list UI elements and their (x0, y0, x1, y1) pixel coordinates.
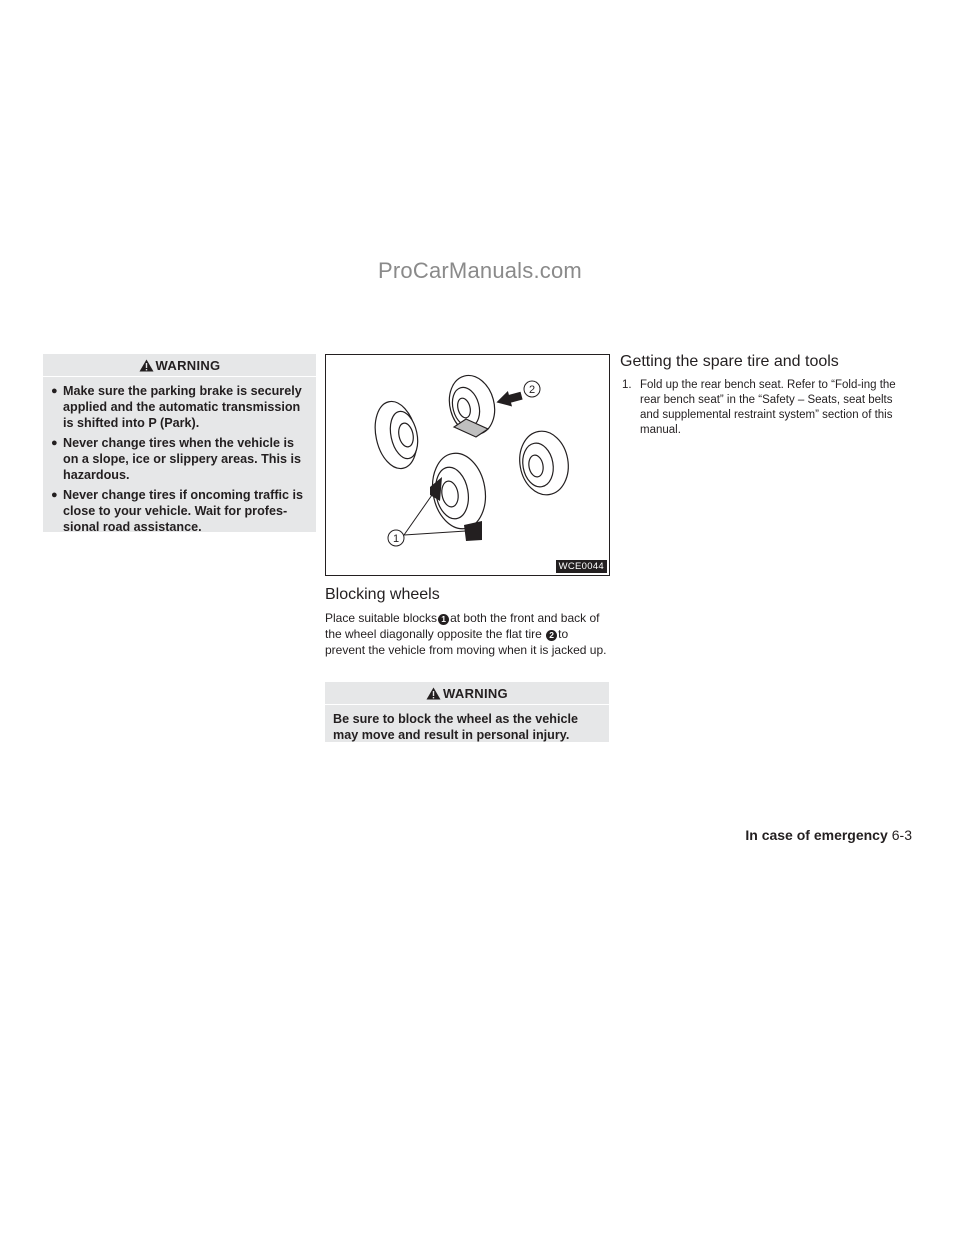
callout-ref-1: 1 (438, 614, 449, 625)
warning-header (325, 682, 609, 705)
warning-text: Be sure to block the wheel as the vehicle may move and result in personal injury. (333, 712, 578, 742)
tire-front-right-icon (515, 427, 573, 498)
warning-title: WARNING (155, 357, 221, 373)
page-number: 6-3 (891, 827, 912, 843)
spare-steps (622, 378, 904, 438)
warning-bullet: ● Make sure the parking brake is securely applied and the automatic transmission is shifted into P (Park). (51, 384, 302, 430)
callout-2: 2 (528, 384, 536, 396)
bullet-icon: ● (51, 437, 58, 449)
wheel-blocking-figure (325, 354, 610, 576)
wheels-illustration (326, 355, 609, 575)
callout-1: 1 (392, 533, 400, 545)
warning-icon (426, 687, 441, 700)
footer-section: In case of emergency (745, 827, 888, 843)
warning-box-left (43, 354, 316, 532)
figure-code: WCE0044 (556, 560, 607, 573)
spare-heading: Getting the spare tire and tools (620, 353, 839, 370)
watermark: ProCarManuals.com (378, 258, 582, 283)
warning-header (43, 354, 316, 377)
warning-bullet: ● Never change tires if oncoming traffic is close to your vehicle. Wait for profes-sional road assistance. (51, 488, 304, 534)
callout-ref-2: 2 (546, 630, 557, 641)
warning-bullet: ● Never change tires when the vehicle is on a slope, ice or slippery areas. This is hazardous. (51, 436, 301, 482)
tire-flat-icon (443, 370, 501, 439)
page-footer (745, 827, 912, 843)
blocking-heading: Blocking wheels (325, 586, 440, 603)
list-item: 1. Fold up the rear bench seat. Refer to “Fold-ing the rear bench seat” in the “Safety – Seats, seat belts and supplemental restraint system” section of this manual. (622, 379, 896, 436)
bullet-icon: ● (51, 385, 58, 397)
warning-icon (139, 359, 154, 372)
warning-title: WARNING (443, 685, 508, 701)
bullet-icon: ● (51, 489, 58, 501)
arrow-icon (494, 388, 523, 410)
warning-box-center (325, 682, 609, 742)
tire-rear-left-icon (369, 398, 422, 473)
blocking-paragraph: Place suitable blocks 1 at both the front and back of the wheel diagonally opposite the flat tire 2 to prevent the vehicle from moving when it is jacked up. (325, 611, 607, 657)
